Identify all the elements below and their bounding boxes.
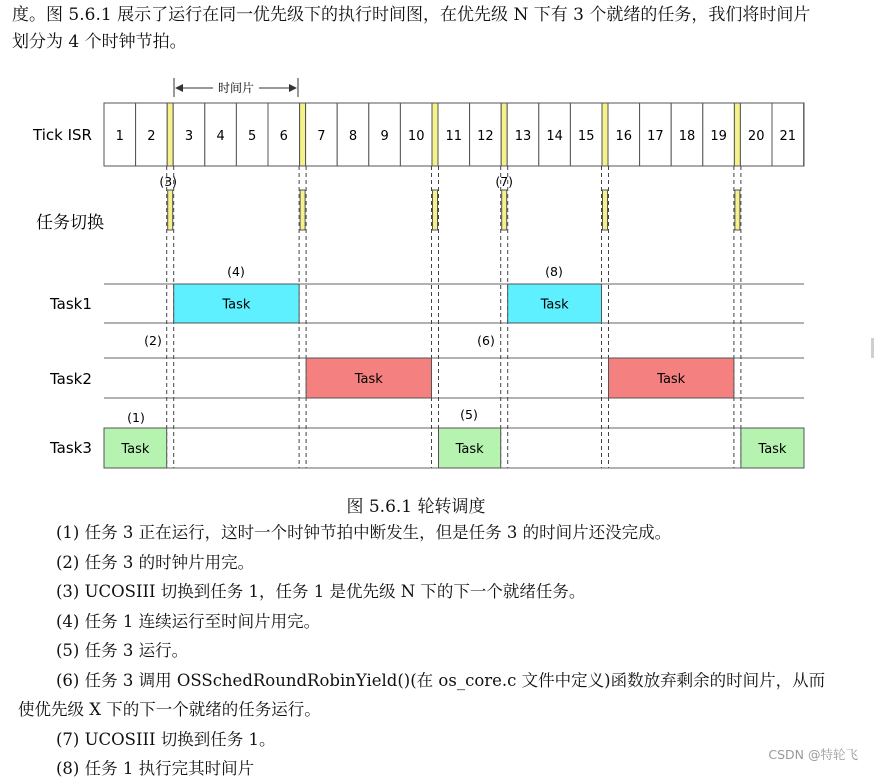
marker-5: (5) — [460, 407, 478, 422]
marker-2: (2) — [144, 333, 162, 348]
task-blocks — [104, 284, 804, 468]
tick-label: 3 — [184, 129, 194, 144]
switch-bar — [735, 190, 740, 230]
marker-4: (4) — [227, 264, 245, 279]
tick-switch-marker — [300, 103, 306, 166]
marker-7: (7) — [495, 174, 514, 189]
tick-label: 1 — [115, 129, 124, 144]
round-robin-timing-diagram — [0, 70, 874, 490]
tick-label: 4 — [216, 129, 225, 144]
tick-label: 10 — [407, 129, 425, 144]
tick-label: 17 — [647, 129, 664, 144]
note-2: (2) 任务 3 的时钟片用完。 — [56, 552, 255, 572]
marker-8: (8) — [545, 264, 563, 279]
tick-switch-marker — [501, 103, 507, 166]
tick-switch-marker — [602, 103, 608, 166]
tick-label: 20 — [747, 129, 765, 144]
switch-bar — [603, 190, 608, 230]
row-label-task3: Task3 — [50, 439, 92, 457]
tick-strip — [104, 103, 804, 166]
task3-block-label: Task — [758, 442, 787, 457]
tick-label: 2 — [147, 129, 156, 144]
task1-block-label: Task — [540, 297, 569, 313]
note-3: (3) UCOSIII 切换到任务 1，任务 1 是优先级 N 下的下一个就绪任务。 — [56, 582, 586, 601]
row-label-tick-isr: Tick ISR — [33, 126, 92, 144]
tick-label: 11 — [445, 129, 463, 144]
row-label-task1: Task1 — [50, 295, 92, 313]
tick-label: 7 — [317, 129, 326, 144]
task3-block-label: Task — [121, 442, 150, 457]
row-label-task2: Task2 — [50, 370, 92, 388]
tick-label: 18 — [678, 129, 696, 144]
task1-block-label: Task — [222, 297, 251, 313]
notes-list — [0, 518, 832, 784]
tick-label: 16 — [615, 129, 633, 144]
time-slice-arrowhead-right — [289, 84, 297, 92]
note-4: (4) 任务 1 连续运行至时间片用完。 — [56, 611, 321, 631]
note-1: (1) 任务 3 正在运行，这时一个时钟节拍中断发生，但是任务 3 的时间片还没完成。 — [56, 523, 672, 542]
tick-switch-marker — [432, 103, 438, 166]
tick-label: 8 — [348, 129, 358, 144]
task2-block-label: Task — [657, 372, 686, 387]
csdn-watermark: CSDN @特轮飞 — [768, 747, 858, 762]
marker-6: (6) — [477, 333, 495, 348]
switch-bar — [168, 190, 173, 230]
intro-paragraph: 度。图 5.6.1 展示了运行在同一优先级下的执行时间图，在优先级 N 下有 3 个就绪的任务，我们将时间片划分为 4 个时钟节拍。 — [12, 5, 811, 52]
tick-label: 5 — [248, 129, 257, 144]
tick-label: 9 — [380, 129, 389, 144]
tick-switch-marker — [167, 103, 173, 166]
note-8: (8) 任务 1 执行完其时间片 — [56, 759, 255, 778]
row-label-task-switch: 任务切换 — [36, 213, 104, 233]
time-slice-arrowhead-left — [175, 84, 183, 92]
tick-label: 19 — [710, 129, 727, 144]
marker-3: (3) — [159, 174, 178, 189]
note-6: (6) 任务 3 调用 OSSchedRoundRobinYield()(在 os_core.c 文件中定义)函数放弃剩余的时间片，从而使优先级 X 下的下一个就绪的任务运行。 — [18, 670, 826, 719]
tick-label: 21 — [779, 129, 797, 144]
note-7: (7) UCOSIII 切换到任务 1。 — [56, 729, 276, 749]
tick-label: 13 — [514, 129, 532, 144]
tick-label: 6 — [279, 129, 288, 144]
tick-switch-marker — [734, 103, 740, 166]
note-5: (5) 任务 3 运行。 — [56, 641, 189, 660]
switch-bar — [502, 190, 507, 230]
figure-caption: 图 5.6.1 轮转调度 — [346, 497, 486, 517]
tick-label: 14 — [546, 129, 563, 144]
marker-1: (1) — [127, 410, 145, 425]
task3-block-label: Task — [455, 442, 484, 457]
time-slice-label: 时间片 — [217, 81, 255, 95]
tick-label: 12 — [477, 129, 494, 144]
task-switch-row — [168, 190, 740, 230]
switch-bar — [300, 190, 305, 230]
switch-bar — [433, 190, 438, 230]
task2-block-label: Task — [354, 372, 383, 387]
tick-label: 15 — [577, 129, 595, 144]
